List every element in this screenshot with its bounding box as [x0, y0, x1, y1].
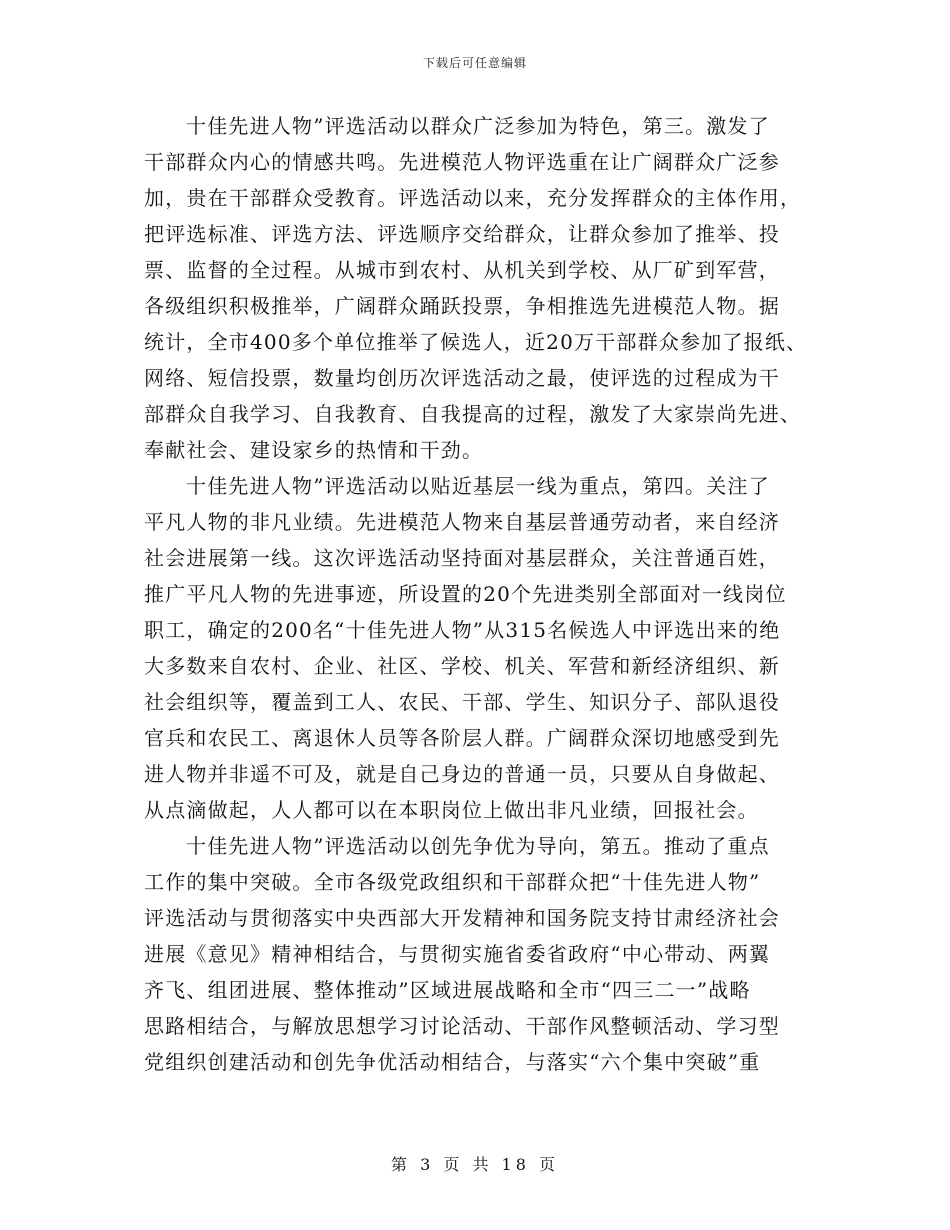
- paragraph-line: 从点滴做起，人人都可以在本职岗位上做出非凡业绩，回报社会。: [144, 798, 759, 822]
- header-note: 下载后可任意编辑: [422, 56, 527, 70]
- paragraph-line: 十佳先进人物”评选活动以贴近基层一线为重点，第四。关注了: [186, 474, 770, 498]
- paragraph-line: 把评选标准、评选方法、评选顺序交给群众，让群众参加了推举、投: [144, 222, 780, 246]
- paragraph-line: 大多数来自农村、企业、社区、学校、机关、军营和新经济组织、新: [144, 654, 780, 678]
- paragraph-line: 工作的集中突破。全市各级党政组织和干部群众把“十佳先进人物”: [144, 870, 761, 894]
- paragraph-line: 十佳先进人物”评选活动以群众广泛参加为特色，第三。激发了: [186, 114, 770, 138]
- paragraph-line: 评选活动与贯彻落实中央西部大开发精神和国务院支持甘肃经济社会: [144, 906, 780, 930]
- page-number: 第 3 页 共 18 页: [391, 1155, 559, 1174]
- paragraph-line: 十佳先进人物”评选活动以创先争优为导向，第五。推动了重点: [186, 834, 770, 858]
- paragraph-line: 奉献社会、建设家乡的热情和干劲。: [144, 438, 484, 462]
- paragraph-line: 网络、短信投票，数量均创历次评选活动之最，使评选的过程成为干: [144, 366, 780, 390]
- paragraph-line: 思路相结合，与解放思想学习讨论活动、干部作风整顿活动、学习型: [144, 1014, 780, 1038]
- paragraph-line: 职工，确定的200名“十佳先进人物”从315名候选人中评选出来的绝: [144, 618, 781, 642]
- paragraph-line: 党组织创建活动和创先争优活动相结合，与落实“六个集中突破”重: [144, 1050, 761, 1074]
- paragraph-line: 加，贵在干部群众受教育。评选活动以来，充分发挥群众的主体作用，: [144, 186, 802, 210]
- paragraph-line: 票、监督的全过程。从城市到农村、从机关到学校、从厂矿到军营，: [144, 258, 780, 282]
- paragraph-line: 社会组织等，覆盖到工人、农民、干部、学生、知识分子、部队退役: [144, 690, 780, 714]
- paragraph-line: 齐飞、组团进展、整体推动”区域进展战略和全市“四三二一”战略: [144, 978, 751, 1002]
- paragraph-line: 部群众自我学习、自我教育、自我提高的过程，激发了大家崇尚先进、: [144, 402, 802, 426]
- paragraph-line: 统计，全市400多个单位推举了候选人，近20万干部群众参加了报纸、: [144, 330, 808, 354]
- paragraph-line: 进人物并非遥不可及，就是自己身边的普通一员，只要从自身做起、: [144, 762, 780, 786]
- paragraph-line: 社会进展第一线。这次评选活动坚持面对基层群众，关注普通百姓，: [144, 546, 780, 570]
- paragraph-line: 进展《意见》精神相结合，与贯彻实施省委省政府“中心带动、两翼: [144, 942, 771, 966]
- paragraph-line: 平凡人物的非凡业绩。先进模范人物来自基层普通劳动者，来自经济: [144, 510, 780, 534]
- paragraph-line: 干部群众内心的情感共鸣。先进模范人物评选重在让广阔群众广泛参: [144, 150, 780, 174]
- paragraph-line: 推广平凡人物的先进事迹，所设置的20个先进类别全部面对一线岗位: [144, 582, 787, 606]
- body-text: [144, 108, 814, 1080]
- paragraph-line: 官兵和农民工、离退休人员等各阶层人群。广阔群众深切地感受到先: [144, 726, 780, 750]
- paragraph-line: 各级组织积极推举，广阔群众踊跃投票，争相推选先进模范人物。据: [144, 294, 780, 318]
